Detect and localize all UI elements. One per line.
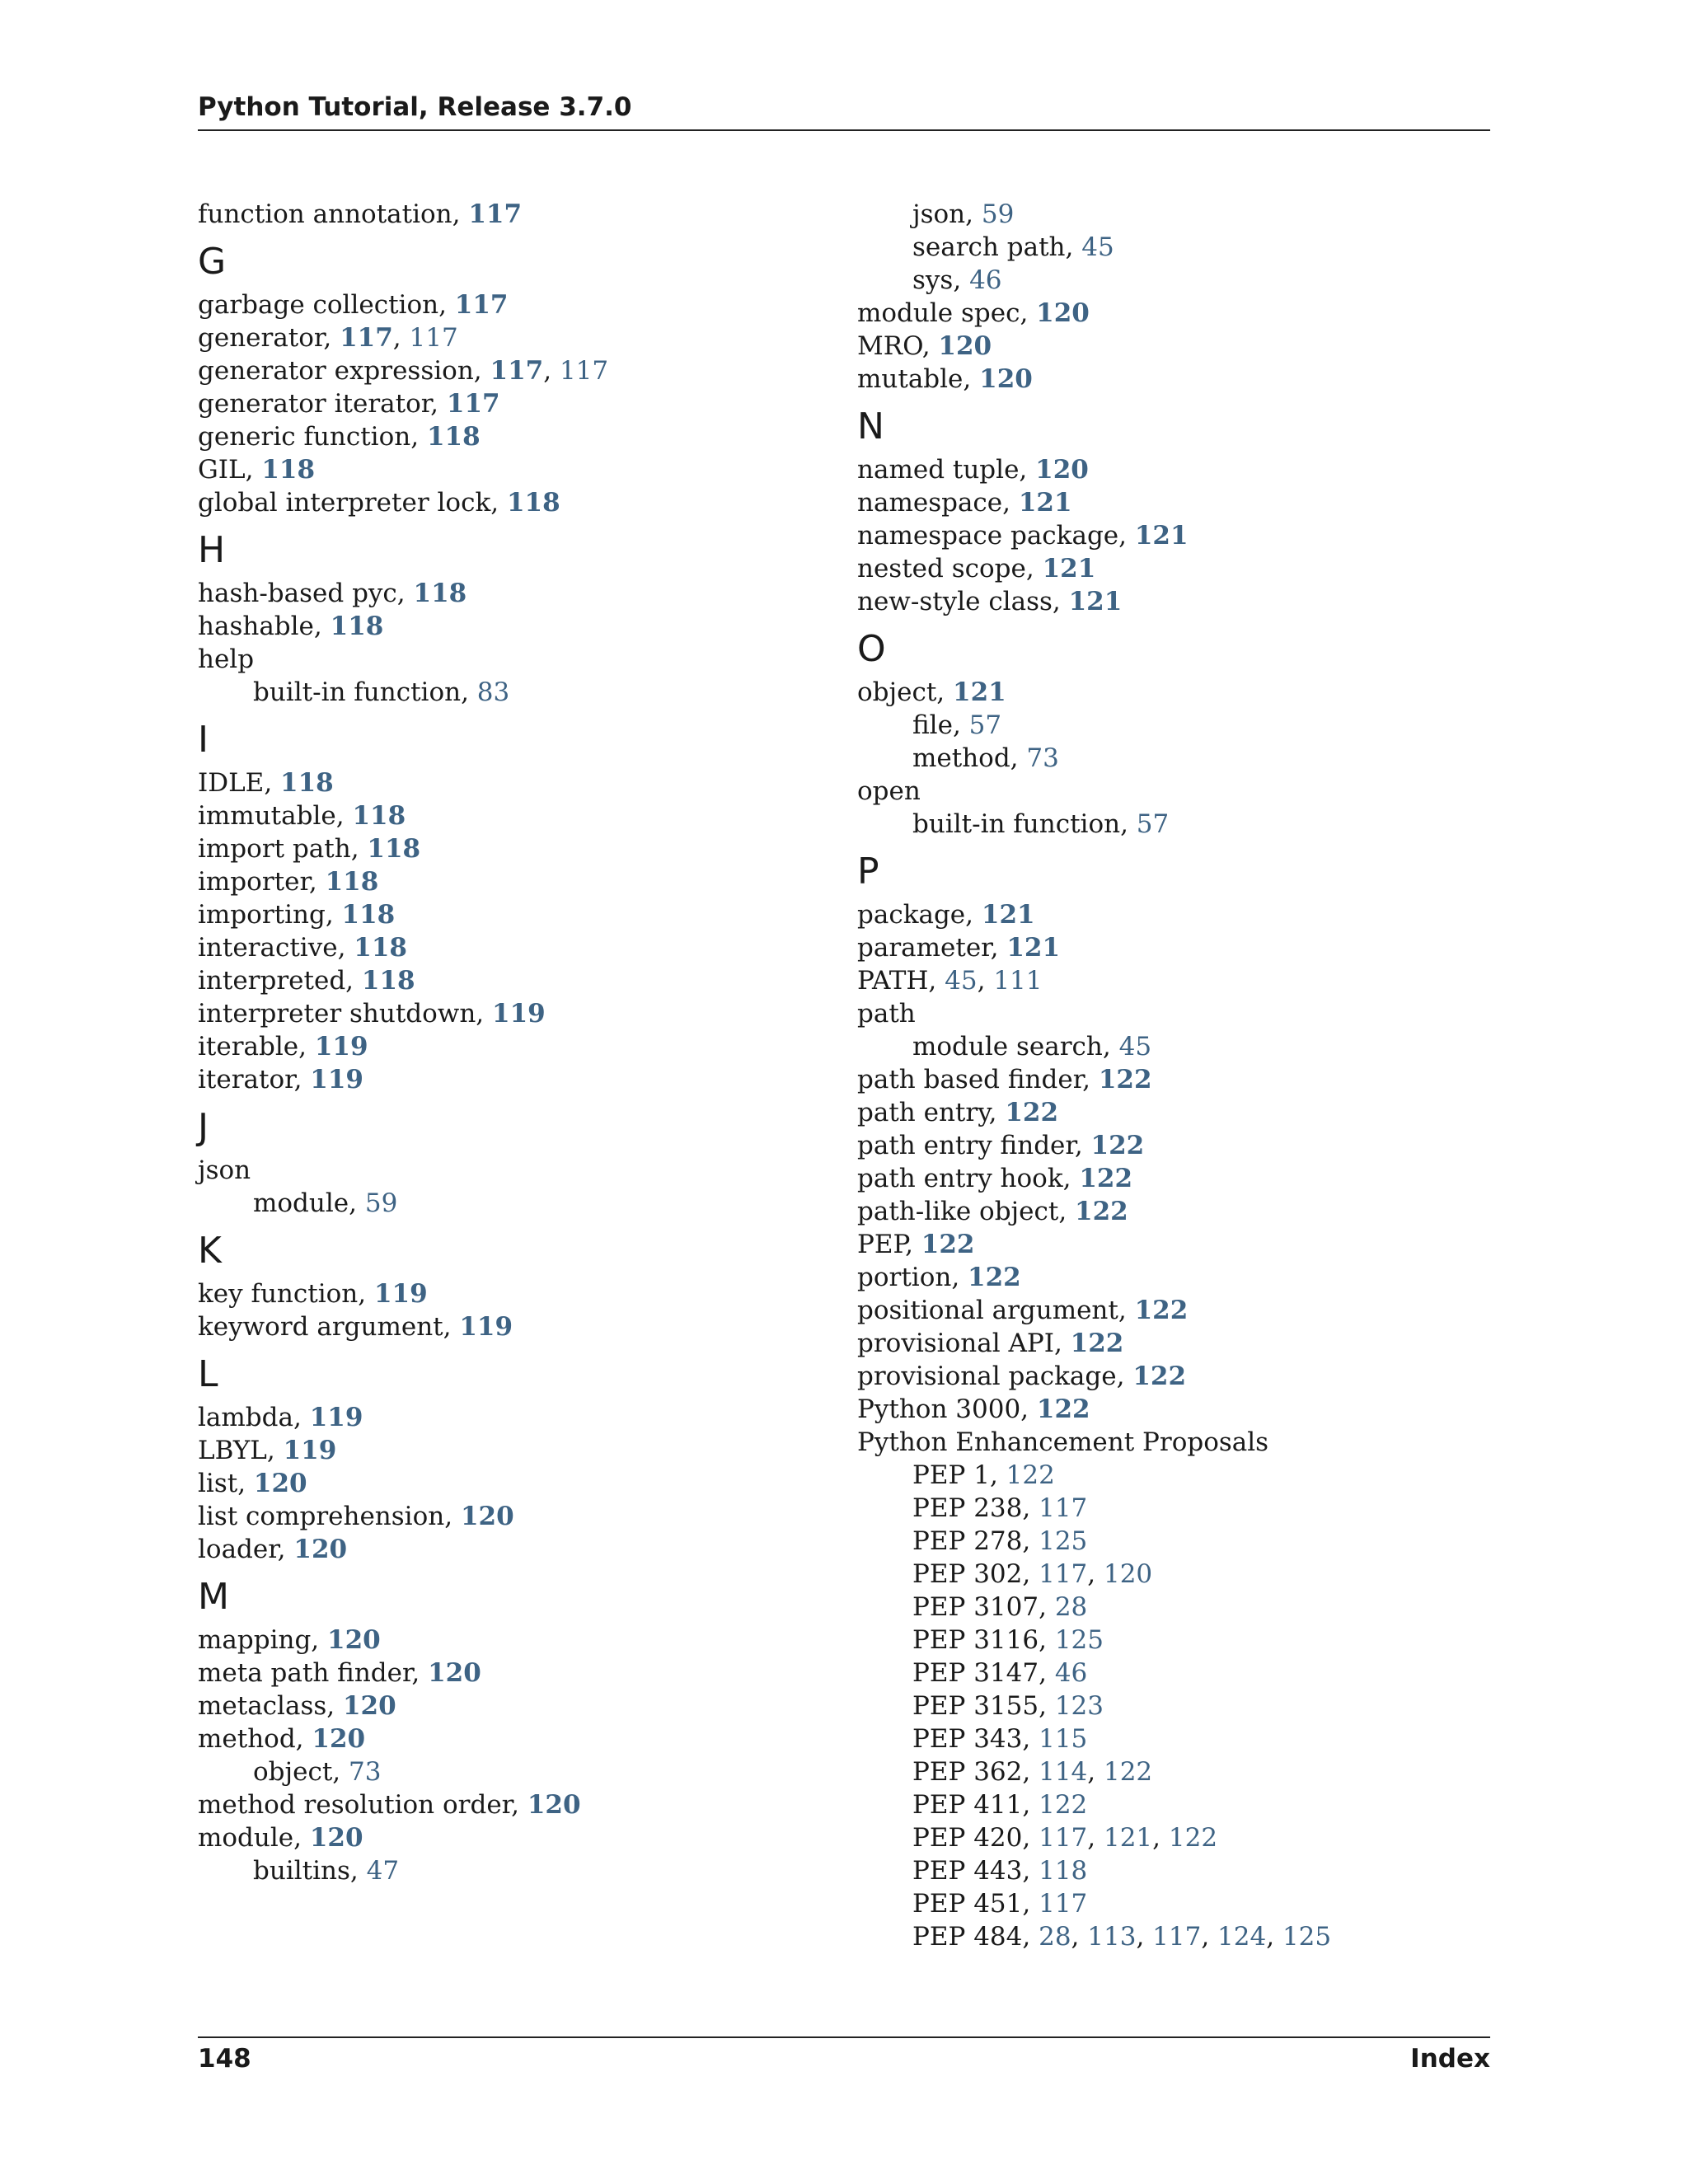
page-reference-link[interactable]: 119	[283, 1436, 337, 1465]
index-entry: portion, 122	[857, 1263, 1021, 1292]
page-reference-link[interactable]: 120	[938, 331, 992, 361]
page-reference-link[interactable]: 120	[342, 1691, 396, 1721]
index-term: immutable	[198, 801, 336, 831]
index-entry: method resolution order, 120	[198, 1790, 581, 1820]
page-reference-link[interactable]: 113	[1087, 1922, 1137, 1952]
index-term: import path	[198, 834, 351, 864]
index-entry	[857, 775, 1500, 808]
index-entry: PATH, 45, 111	[857, 966, 1043, 996]
page-reference-link[interactable]: 118	[341, 900, 396, 930]
page-reference-link[interactable]: 83	[476, 677, 510, 707]
index-subentry: module search, 45	[912, 1032, 1152, 1062]
page-reference-link[interactable]: 114	[1039, 1757, 1088, 1787]
index-entry: global interpreter lock, 118	[198, 488, 560, 518]
index-term: PEP	[857, 1230, 906, 1259]
page-reference-link[interactable]: 120	[327, 1625, 381, 1655]
index-entry: garbage collection, 117	[198, 290, 509, 320]
index-term: json	[912, 199, 966, 229]
index-term: function annotation	[198, 199, 452, 229]
page-reference-link[interactable]: 121	[953, 677, 1006, 707]
index-term: path entry finder	[857, 1131, 1075, 1160]
page-reference-link[interactable]: 118	[413, 579, 467, 608]
page-reference-link[interactable]: 121	[1134, 521, 1189, 551]
page-reference-link[interactable]: 118	[325, 867, 379, 897]
index-term: generator iterator	[198, 389, 431, 419]
index-entry: function annotation, 117	[198, 199, 523, 229]
index-term: json	[198, 1155, 251, 1185]
index-term: provisional API	[857, 1329, 1054, 1358]
page-reference-link[interactable]: 117	[409, 323, 458, 353]
index-entry: positional argument, 122	[857, 1296, 1189, 1325]
index-term: object	[253, 1757, 333, 1787]
page-reference-link[interactable]: 121	[1068, 587, 1123, 616]
page-reference-link[interactable]: 118	[1039, 1856, 1088, 1886]
page-reference-link[interactable]: 46	[969, 265, 1002, 295]
index-letter-heading: K	[198, 1230, 222, 1272]
page-reference-link[interactable]: 125	[1054, 1625, 1104, 1655]
page-number: 148	[198, 2044, 251, 2074]
footer-rule	[198, 2036, 1490, 2038]
index-entry: object, 121	[857, 677, 1006, 707]
index-term: metaclass	[198, 1691, 327, 1721]
index-term: importer	[198, 867, 309, 897]
index-entry: generator iterator, 117	[198, 389, 500, 419]
index-entry: new-style class, 121	[857, 587, 1123, 616]
index-entry: generator, 117, 117	[198, 323, 458, 353]
index-term: path-like object	[857, 1197, 1059, 1226]
index-entry: namespace package, 121	[857, 521, 1189, 551]
index-entry: generic function, 118	[198, 422, 481, 452]
index-term: list comprehension	[198, 1502, 445, 1531]
index-entry: metaclass, 120	[198, 1691, 396, 1721]
index-term: path entry	[857, 1098, 989, 1127]
page-reference-link[interactable]: 122	[1134, 1296, 1189, 1325]
index-entry: named tuple, 120	[857, 455, 1089, 485]
page-reference-link[interactable]: 120	[1035, 455, 1089, 485]
page-reference-link[interactable]: 122	[1075, 1197, 1128, 1226]
index-entry: interpreted, 118	[198, 966, 415, 996]
index-term: MRO	[857, 331, 922, 361]
index-letter-heading: L	[198, 1353, 218, 1395]
page-reference-link[interactable]: 118	[280, 768, 334, 798]
index-entry: provisional API, 122	[857, 1329, 1124, 1358]
index-term: method	[912, 743, 1010, 773]
index-term: PEP 484	[912, 1922, 1023, 1952]
index-term: search path	[912, 232, 1066, 262]
index-subentry: PEP 302, 117, 120	[912, 1559, 1153, 1589]
index-entry: mutable, 120	[857, 364, 1033, 394]
index-entry: iterator, 119	[198, 1065, 363, 1094]
index-entry: import path, 118	[198, 834, 421, 864]
page-reference-link[interactable]: 120	[428, 1658, 481, 1688]
page-reference-link[interactable]: 117	[1039, 1823, 1088, 1853]
index-term: garbage collection	[198, 290, 439, 320]
page-reference-link[interactable]: 117	[446, 389, 500, 419]
index-term: PEP 238	[912, 1493, 1023, 1523]
page-reference-link[interactable]: 118	[261, 455, 316, 485]
index-letter-heading: I	[198, 719, 209, 761]
index-term: module search	[912, 1032, 1103, 1062]
index-term: path based finder	[857, 1065, 1083, 1094]
index-subentry: PEP 3116, 125	[912, 1625, 1104, 1655]
page-reference-link[interactable]: 120	[309, 1823, 363, 1853]
page-reference-link[interactable]: 117	[454, 290, 509, 320]
index-column-right	[857, 198, 1500, 1953]
index-term: parameter	[857, 933, 991, 963]
index-letter-heading: G	[198, 241, 227, 283]
index-term: file	[912, 710, 953, 740]
index-term: mutable	[857, 364, 964, 394]
index-entry: path entry, 122	[857, 1098, 1059, 1127]
page-reference-link[interactable]: 117	[1039, 1559, 1088, 1589]
index-term: nested scope	[857, 554, 1026, 583]
index-term: PEP 451	[912, 1889, 1023, 1919]
index-entry: list, 120	[198, 1469, 307, 1498]
index-entry: module, 120	[198, 1823, 363, 1853]
page-reference-link[interactable]: 119	[310, 1065, 363, 1094]
index-entry: PEP, 122	[857, 1230, 975, 1259]
index-subentry: PEP 451, 117	[912, 1889, 1088, 1919]
index-term: Python 3000	[857, 1394, 1021, 1424]
page-reference-link[interactable]: 122	[1039, 1790, 1088, 1820]
index-entry: list comprehension, 120	[198, 1502, 514, 1531]
page-reference-link[interactable]: 45	[945, 966, 978, 996]
index-subentry: PEP 238, 117	[912, 1493, 1088, 1523]
index-subentry: method, 73	[912, 743, 1059, 773]
page-reference-link[interactable]: 118	[506, 488, 560, 518]
page-reference-link[interactable]: 122	[1079, 1164, 1133, 1193]
page-reference-link[interactable]: 120	[1036, 298, 1090, 328]
index-term: PEP 443	[912, 1856, 1023, 1886]
page-reference-link[interactable]: 119	[314, 1032, 368, 1062]
index-entry	[857, 1426, 1500, 1459]
index-entry: interpreter shutdown, 119	[198, 999, 546, 1029]
index-entry: mapping, 120	[198, 1625, 381, 1655]
index-term: IDLE	[198, 768, 265, 798]
index-term: portion	[857, 1263, 952, 1292]
index-term: key function	[198, 1279, 359, 1309]
index-subentry: PEP 3147, 46	[912, 1658, 1088, 1688]
index-subentry: PEP 3107, 28	[912, 1592, 1088, 1622]
index-term: built-in function	[912, 809, 1121, 839]
page-reference-link[interactable]: 119	[459, 1312, 513, 1342]
index-term: module	[198, 1823, 294, 1853]
index-entry: GIL, 118	[198, 455, 316, 485]
index-entry: path entry finder, 122	[857, 1131, 1145, 1160]
page-reference-link[interactable]: 122	[1103, 1757, 1153, 1787]
index-entry: key function, 119	[198, 1279, 428, 1309]
index-subentry: module, 59	[253, 1188, 398, 1218]
index-entry: importing, 118	[198, 900, 396, 930]
index-term: PEP 278	[912, 1526, 1023, 1556]
index-term: PEP 3147	[912, 1658, 1039, 1688]
index-term: importing	[198, 900, 326, 930]
index-term: PEP 3116	[912, 1625, 1039, 1655]
page-reference-link[interactable]: 121	[981, 900, 1035, 930]
page-reference-link[interactable]: 118	[367, 834, 421, 864]
page-reference-link[interactable]: 47	[366, 1856, 400, 1886]
index-entry: path entry hook, 122	[857, 1164, 1133, 1193]
page-reference-link[interactable]: 121	[1018, 488, 1072, 518]
index-entry	[857, 997, 1500, 1030]
page-reference-link[interactable]: 118	[330, 612, 384, 641]
page-reference-link[interactable]: 120	[312, 1724, 366, 1754]
index-entry: hash-based pyc, 118	[198, 579, 467, 608]
index-entry: parameter, 121	[857, 933, 1061, 963]
index-term: generic function	[198, 422, 411, 452]
index-term: sys	[912, 265, 954, 295]
index-entry: loader, 120	[198, 1535, 348, 1564]
index-term: interactive	[198, 933, 338, 963]
page-reference-link[interactable]: 122	[1098, 1065, 1152, 1094]
index-entry	[198, 643, 841, 676]
page-reference-link[interactable]: 118	[361, 966, 415, 996]
page-reference-link[interactable]: 57	[968, 710, 1002, 740]
index-entry: keyword argument, 119	[198, 1312, 513, 1342]
page-reference-link[interactable]: 122	[1132, 1361, 1187, 1391]
page-reference-link[interactable]: 122	[921, 1230, 975, 1259]
index-entry: MRO, 120	[857, 331, 992, 361]
page-reference-link[interactable]: 28	[1054, 1592, 1088, 1622]
page-reference-link[interactable]: 121	[1103, 1823, 1153, 1853]
index-letter-heading: N	[857, 405, 884, 448]
index-entry: path-like object, 122	[857, 1197, 1128, 1226]
index-subentry: PEP 411, 122	[912, 1790, 1088, 1820]
index-entry: immutable, 118	[198, 801, 406, 831]
index-entry: lambda, 119	[198, 1403, 363, 1432]
page-reference-link[interactable]: 73	[349, 1757, 382, 1787]
index-term: PEP 362	[912, 1757, 1023, 1787]
index-subentry: built-in function, 83	[253, 677, 510, 707]
page-reference-link[interactable]: 122	[1005, 1098, 1059, 1127]
page-reference-link[interactable]: 120	[1103, 1559, 1153, 1589]
index-entry: nested scope, 121	[857, 554, 1096, 583]
index-term: method resolution order	[198, 1790, 512, 1820]
page-reference-link[interactable]: 115	[1039, 1724, 1088, 1754]
index-entry: iterable, 119	[198, 1032, 368, 1062]
index-entry: path based finder, 122	[857, 1065, 1152, 1094]
index-term: interpreter shutdown	[198, 999, 476, 1029]
index-term: generator	[198, 323, 324, 353]
index-term: new-style class	[857, 587, 1053, 616]
page-reference-link[interactable]: 59	[981, 199, 1015, 229]
index-term: path entry hook	[857, 1164, 1063, 1193]
page-reference-link[interactable]: 121	[1006, 933, 1061, 963]
index-term: iterable	[198, 1032, 299, 1062]
index-term: method	[198, 1724, 296, 1754]
index-entry: hashable, 118	[198, 612, 384, 641]
index-term: open	[857, 776, 921, 806]
index-term: global interpreter lock	[198, 488, 491, 518]
page-reference-link[interactable]: 117	[1039, 1493, 1088, 1523]
index-subentry: PEP 443, 118	[912, 1856, 1088, 1886]
index-entry: module spec, 120	[857, 298, 1090, 328]
index-subentry: object, 73	[253, 1757, 382, 1787]
index-term: hash-based pyc	[198, 579, 397, 608]
page-reference-link[interactable]: 124	[1217, 1922, 1267, 1952]
page-reference-link[interactable]: 120	[979, 364, 1033, 394]
index-term: builtins	[253, 1856, 350, 1886]
index-term: help	[198, 644, 255, 674]
index-column-left	[198, 198, 841, 1887]
index-entry	[198, 1154, 841, 1187]
page-reference-link[interactable]: 122	[1006, 1460, 1055, 1490]
index-term: PEP 420	[912, 1823, 1023, 1853]
index-letter-heading: J	[198, 1106, 209, 1148]
index-term: generator expression	[198, 356, 474, 386]
index-term: package	[857, 900, 966, 930]
index-subentry: builtins, 47	[253, 1856, 400, 1886]
page-reference-link[interactable]: 121	[1042, 554, 1096, 583]
page-reference-link[interactable]: 59	[364, 1188, 398, 1218]
index-entry: generator expression, 117, 117	[198, 356, 609, 386]
index-term: PEP 302	[912, 1559, 1023, 1589]
index-term: mapping	[198, 1625, 312, 1655]
index-subentry: sys, 46	[912, 265, 1002, 295]
page-reference-link[interactable]: 118	[354, 933, 408, 963]
page-reference-link[interactable]: 46	[1054, 1658, 1088, 1688]
index-entry: importer, 118	[198, 867, 379, 897]
page-reference-link[interactable]: 122	[1070, 1329, 1124, 1358]
index-term: Python Enhancement Proposals	[857, 1427, 1269, 1457]
page-reference-link[interactable]: 122	[968, 1263, 1021, 1292]
index-entry: LBYL, 119	[198, 1436, 337, 1465]
index-term: meta path finder	[198, 1658, 412, 1688]
index-term: path	[857, 999, 916, 1029]
index-term: GIL	[198, 455, 246, 485]
page-reference-link[interactable]: 119	[492, 999, 546, 1029]
index-subentry: json, 59	[912, 199, 1015, 229]
index-letter-heading: H	[198, 529, 226, 571]
page-reference-link[interactable]: 111	[993, 966, 1043, 996]
page-reference-link[interactable]: 45	[1081, 232, 1114, 262]
page-reference-link[interactable]: 117	[468, 199, 523, 229]
index-subentry: PEP 343, 115	[912, 1724, 1088, 1754]
index-term: object	[857, 677, 937, 707]
header-rule	[198, 129, 1490, 131]
page-reference-link[interactable]: 125	[1282, 1922, 1332, 1952]
page-reference-link[interactable]: 123	[1054, 1691, 1104, 1721]
index-term: PEP 3107	[912, 1592, 1039, 1622]
page-reference-link[interactable]: 120	[293, 1535, 348, 1564]
page-reference-link[interactable]: 120	[253, 1469, 307, 1498]
index-subentry: PEP 3155, 123	[912, 1691, 1104, 1721]
index-letter-heading: P	[857, 851, 879, 893]
index-subentry: built-in function, 57	[912, 809, 1170, 839]
index-term: hashable	[198, 612, 314, 641]
page-reference-link[interactable]: 125	[1039, 1526, 1088, 1556]
index-subentry: PEP 362, 114, 122	[912, 1757, 1153, 1787]
page-reference-link[interactable]: 122	[1036, 1394, 1090, 1424]
page-reference-link[interactable]: 57	[1136, 809, 1170, 839]
index-entry: meta path finder, 120	[198, 1658, 481, 1688]
index-term: module spec	[857, 298, 1020, 328]
index-term: PATH	[857, 966, 929, 996]
index-entry: interactive, 118	[198, 933, 408, 963]
index-subentry: PEP 420, 117, 121, 122	[912, 1823, 1218, 1853]
index-entry: provisional package, 122	[857, 1361, 1187, 1391]
page-reference-link[interactable]: 118	[426, 422, 481, 452]
page-reference-link[interactable]: 119	[309, 1403, 363, 1432]
index-term: positional argument	[857, 1296, 1118, 1325]
index-term: LBYL	[198, 1436, 267, 1465]
index-term: module	[253, 1188, 349, 1218]
index-term: loader	[198, 1535, 278, 1564]
index-term: lambda	[198, 1403, 293, 1432]
page-reference-link[interactable]: 45	[1118, 1032, 1152, 1062]
running-header: Python Tutorial, Release 3.7.0	[198, 92, 632, 122]
index-term: namespace package	[857, 521, 1119, 551]
page-reference-link[interactable]: 28	[1039, 1922, 1071, 1952]
index-term: keyword argument	[198, 1312, 443, 1342]
index-term: PEP 3155	[912, 1691, 1039, 1721]
page-reference-link[interactable]: 73	[1026, 743, 1059, 773]
index-term: list	[198, 1469, 238, 1498]
index-term: built-in function	[253, 677, 462, 707]
index-entry: IDLE, 118	[198, 768, 334, 798]
page-reference-link[interactable]: 120	[460, 1502, 514, 1531]
index-letter-heading: O	[857, 628, 886, 670]
index-subentry: PEP 278, 125	[912, 1526, 1088, 1556]
page-reference-link[interactable]: 117	[1152, 1922, 1202, 1952]
page-reference-link[interactable]: 117	[1039, 1889, 1088, 1919]
index-subentry: PEP 484, 28, 113, 117, 124, 125	[912, 1922, 1332, 1952]
index-term: PEP 411	[912, 1790, 1023, 1820]
footer-section: Index	[1410, 2044, 1490, 2074]
index-entry: Python 3000, 122	[857, 1394, 1090, 1424]
index-term: iterator	[198, 1065, 294, 1094]
index-entry: method, 120	[198, 1724, 366, 1754]
page-reference-link[interactable]: 122	[1168, 1823, 1218, 1853]
page-reference-link[interactable]: 118	[352, 801, 406, 831]
page-reference-link[interactable]: 117	[559, 356, 609, 386]
index-subentry: file, 57	[912, 710, 1002, 740]
index-letter-heading: M	[198, 1576, 229, 1618]
index-term: provisional package	[857, 1361, 1117, 1391]
page-reference-link[interactable]: 120	[527, 1790, 581, 1820]
page-reference-link[interactable]: 119	[373, 1279, 428, 1309]
index-subentry: search path, 45	[912, 232, 1114, 262]
index-term: named tuple	[857, 455, 1020, 485]
index-term: interpreted	[198, 966, 346, 996]
page-reference-link[interactable]: 122	[1090, 1131, 1145, 1160]
index-term: PEP 343	[912, 1724, 1023, 1754]
index-entry: namespace, 121	[857, 488, 1072, 518]
index-entry: package, 121	[857, 900, 1035, 930]
page-reference-link[interactable]: 117	[340, 323, 393, 353]
page-reference-link[interactable]: 117	[490, 356, 544, 386]
index-term: PEP 1	[912, 1460, 990, 1490]
index-subentry: PEP 1, 122	[912, 1460, 1055, 1490]
index-term: namespace	[857, 488, 1003, 518]
